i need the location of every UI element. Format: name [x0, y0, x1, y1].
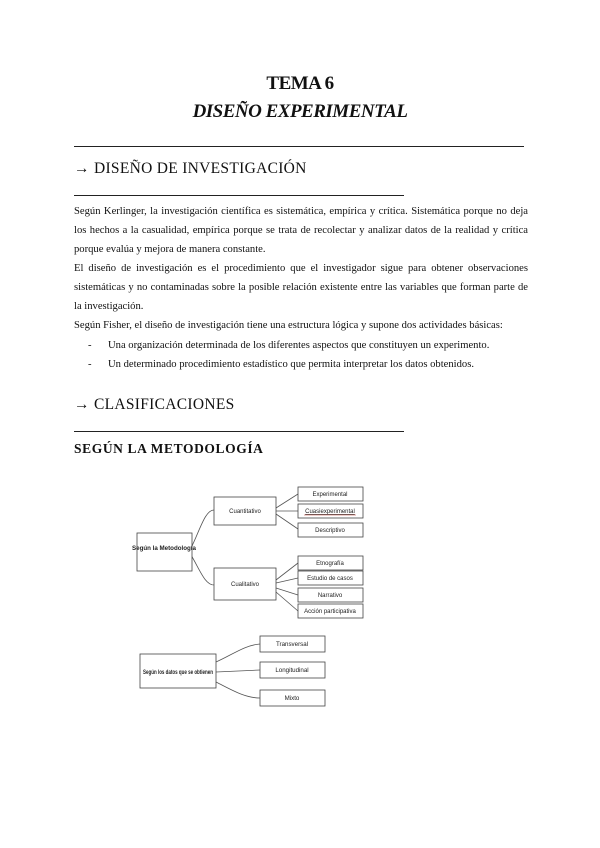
section-heading-clasificaciones: → CLASIFICACIONES	[74, 396, 235, 413]
connector-line	[276, 588, 298, 595]
diagram-leaf-label: Cuasiexperimental	[305, 509, 355, 515]
diagram-root-box	[137, 533, 192, 571]
connector-line	[216, 670, 260, 672]
bullet-marker: -	[88, 359, 92, 370]
diagram-leaf-label: Estudio de casos	[307, 576, 353, 582]
subheading-metodologia: SEGÚN LA METODOLOGÍA	[74, 441, 264, 456]
connector-line	[276, 578, 298, 583]
diagram-leaf-label: Experimental	[312, 492, 348, 498]
connector-line	[216, 644, 260, 662]
connector-line	[276, 514, 298, 529]
diagram-leaf-label: Etnografía	[316, 561, 344, 567]
diagram-root-label: Según la Metodología	[132, 545, 196, 552]
connector-line	[276, 494, 298, 508]
bullet-marker: -	[88, 340, 92, 351]
paragraph-fisher: Según Fisher, el diseño de investigación tiene una estructura lógica y supone dos actividades básicas:	[74, 320, 503, 331]
connector-line	[276, 563, 298, 580]
connector-line	[191, 510, 214, 548]
section-heading-diseno: → DISEÑO DE INVESTIGACIÓN	[74, 160, 307, 177]
diagram-branch-label: Cualitativo	[230, 582, 260, 588]
diagram-branch-label: Cuantitativo	[229, 509, 261, 515]
diagram-leaf-label: Transversal	[275, 641, 309, 648]
diagram-leaf-label: Narrativo	[317, 593, 343, 599]
bullet-text: Un determinado procedimiento estadístico que permita interpretar los datos obtenidos.	[108, 359, 474, 370]
connector-line	[276, 592, 298, 611]
diagram-leaf-label: Longitudinal	[275, 667, 309, 674]
connector-line	[216, 682, 260, 698]
bullet-text: Una organización determinada de los diferentes aspectos que constituyen un experimento.	[108, 340, 490, 351]
diagram-root-label: Según los datos que se obtienen	[143, 669, 214, 676]
paragraph-kerlinger: Según Kerlinger, la investigación científica es sistemática, empírica y crítica. Sistemática porque no deja los hechos a la casualidad, empírica porque se trata de recolectar y analizar datos de la realidad y crítica porque evalúa y mejora de manera constante.	[74, 206, 528, 255]
diagram-leaf-label: Acción participativa	[304, 609, 356, 615]
connector-line	[191, 555, 214, 585]
document-subtitle: DISEÑO EXPERIMENTAL	[192, 101, 408, 122]
document-title: TEMA 6	[266, 73, 334, 94]
diagram-leaf-label: Descriptivo	[315, 528, 345, 534]
paragraph-diseno: El diseño de investigación es el procedimiento que el investigador sigue para obtener observaciones sistemáticas y no contaminadas sobre la posible relación existente entre las variables que forman parte de la investigación.	[74, 263, 528, 312]
diagram-leaf-label: Mixto	[284, 695, 300, 702]
